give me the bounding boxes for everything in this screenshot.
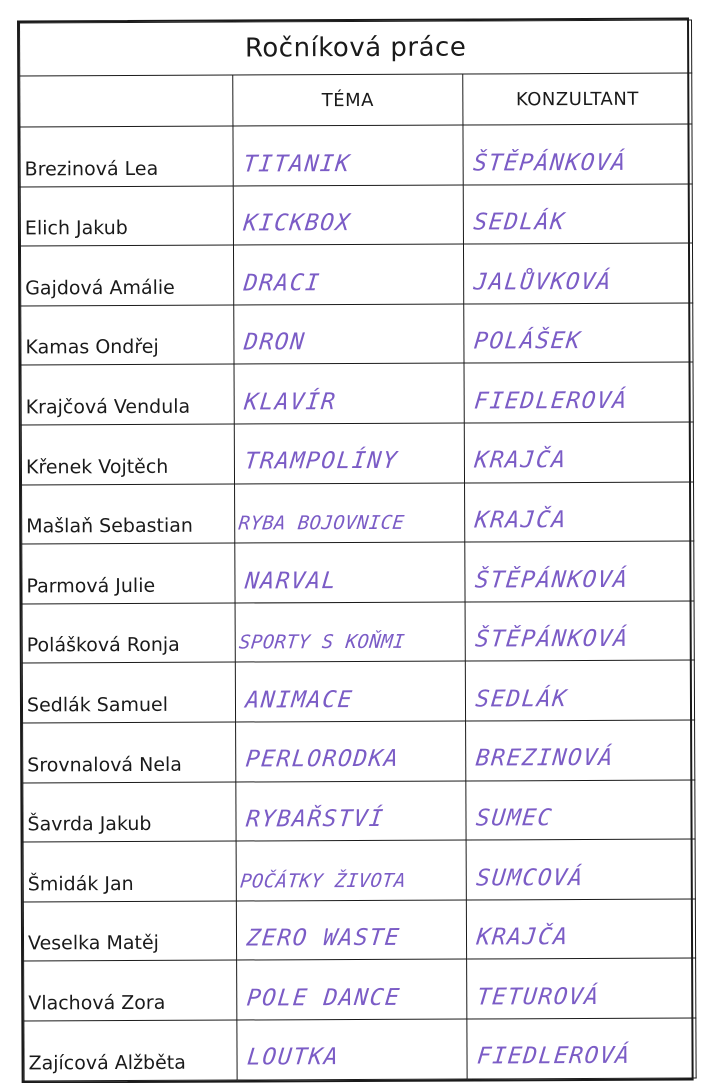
topic-cell: ZERO WASTE [233,900,469,961]
topic-cell: RYBAŘSTVÍ [233,781,469,842]
topic-cell: ANIMACE [232,661,468,722]
consultant-cell: SUMCOVÁ [463,839,698,900]
consultant-cell: SEDLÁK [462,660,697,721]
table-row [21,362,693,425]
table-row [23,839,695,902]
table-row [23,780,695,843]
table-row [20,124,692,187]
student-name: Veselka Matěj [23,901,236,962]
topic-cell: TRAMPOLÍNY [231,423,467,484]
student-name: Mašlaň Sebastian [22,484,235,545]
assignment-sheet [17,18,694,1083]
student-name: Brezinová Lea [20,126,233,187]
student-name: Gajdová Amálie [20,245,233,306]
student-name: Křenek Vojtěch [21,424,234,485]
consultant-cell: ŠTĚPÁNKOVÁ [462,541,697,602]
topic-cell: TITANIK [230,125,466,186]
student-name: Kamas Ondřej [21,305,234,366]
student-name: Krajčová Vendula [21,364,234,425]
consultant-cell: POLÁŠEK [461,303,696,364]
topic-cell: NARVAL [232,542,468,603]
consultant-cell: ŠTĚPÁNKOVÁ [460,124,695,185]
sheet-title: Ročníková práce [20,20,692,76]
consultant-cell: SEDLÁK [460,184,695,245]
topic-cell: KLAVÍR [231,363,467,424]
topic-cell: RYBA BOJOVNICE [232,483,468,544]
table-row [21,422,693,485]
table-row [23,720,695,783]
consultant-cell: KRAJČA [461,422,696,483]
topic-cell: SPORTY S KOŇMI [232,602,468,663]
consultant-cell: SUMEC [463,780,698,841]
table-row [22,660,694,723]
title-row [20,20,692,76]
table-row [22,601,694,664]
student-name: Vlachová Zora [24,960,237,1021]
topic-cell: PERLORODKA [233,721,469,782]
consultant-cell: KRAJČA [463,899,698,960]
table-row [21,303,693,366]
topic-cell: KICKBOX [230,185,466,246]
table-row [24,958,696,1021]
table-row [22,541,694,604]
topic-cell: POČÁTKY ŽIVOTA [233,840,469,901]
student-name: Zajícová Alžběta [24,1020,237,1081]
student-name: Parmová Julie [22,543,235,604]
header-consultant: KONZULTANT [463,73,692,125]
header-topic: TÉMA [233,74,463,126]
consultant-cell: ŠTĚPÁNKOVÁ [462,601,697,662]
student-name: Polášková Ronja [22,603,235,664]
consultant-cell: FIEDLEROVÁ [464,1018,699,1079]
assignment-table [19,20,697,1081]
table-row [24,1018,696,1081]
topic-cell: LOUTKA [234,1019,470,1080]
header-row [20,73,692,127]
consultant-cell: TETUROVÁ [464,958,699,1019]
topic-cell: POLE DANCE [234,959,470,1020]
student-name: Elich Jakub [20,186,233,247]
student-name: Sedlák Samuel [22,662,235,723]
table-row [20,184,692,247]
student-name: Šmidák Jan [23,841,236,902]
student-name: Šavrda Jakub [23,782,236,843]
table-row [22,482,694,545]
table-row [20,243,692,306]
topic-cell: DRON [231,304,467,365]
consultant-cell: JALŮVKOVÁ [461,243,696,304]
topic-cell: DRACI [231,244,467,305]
consultant-cell: FIEDLEROVÁ [461,362,696,423]
consultant-cell: KRAJČA [462,482,697,543]
consultant-cell: BREZINOVÁ [463,720,698,781]
table-row [23,899,695,962]
student-name: Srovnalová Nela [23,722,236,783]
header-name-empty [20,75,233,127]
